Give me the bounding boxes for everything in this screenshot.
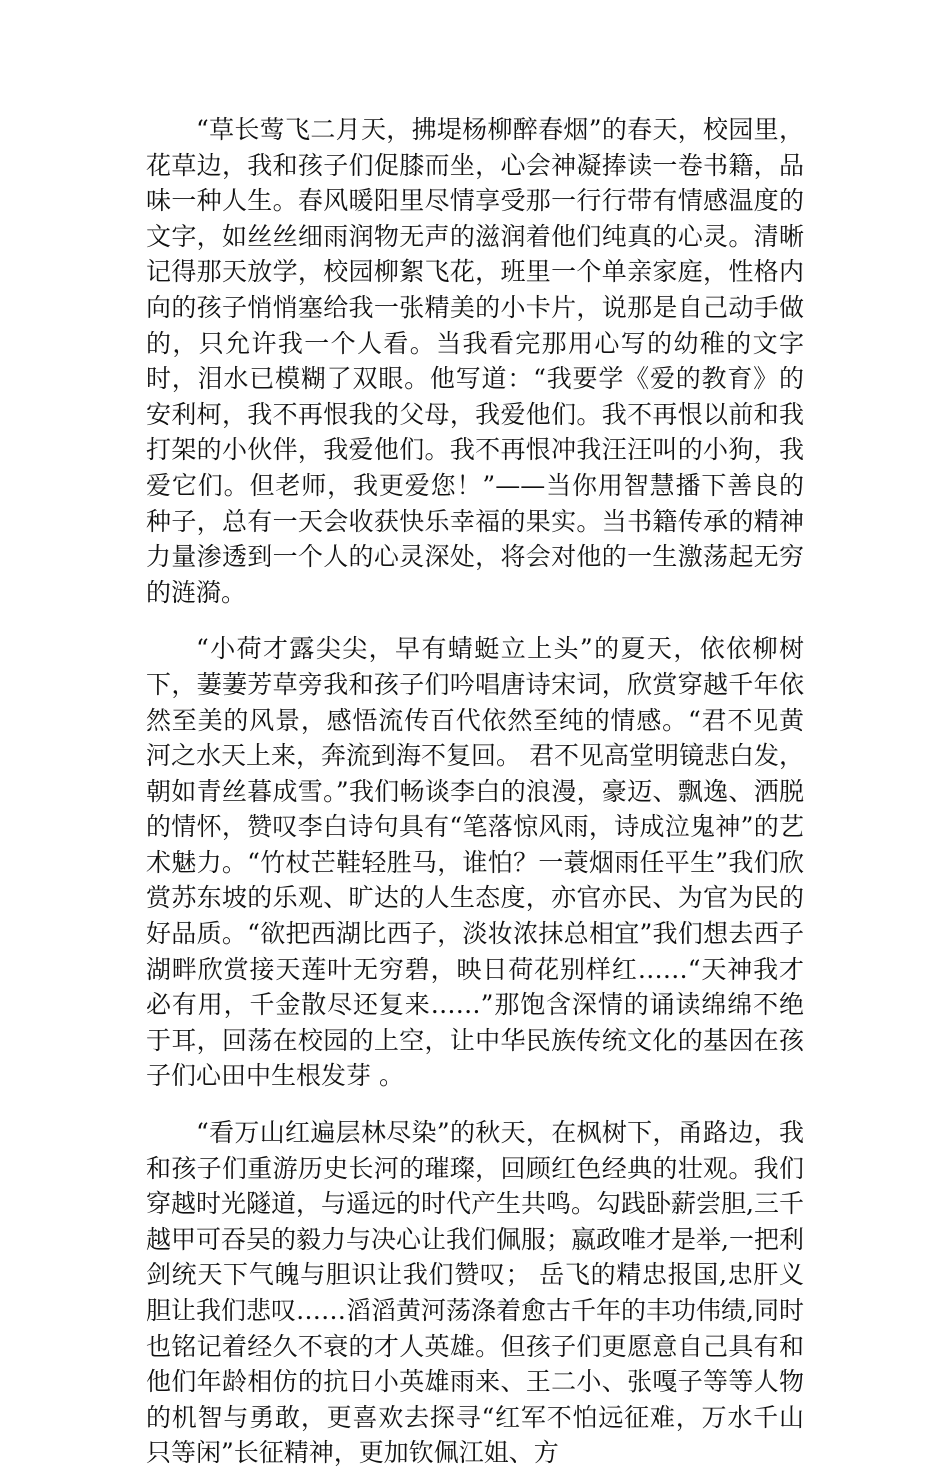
paragraph-spring: “草长莺飞二月天，拂堤杨柳醉春烟”的春天，校园里，花草边，我和孩子们促膝而坐，心会神凝捧读一卷书籍，品味一种人生。春风暖阳里尽情享受那一行行带有情感温度的文字，如丝丝细雨润物无声的滋润着他们纯真的心灵。清晰记得那天放学，校园柳絮飞花，班里一个单亲家庭，性格内向的孩子悄悄塞给我一张精美的小卡片，说那是自己动手做的，只允许我一个人看。当我看完那用心写的幼稚的文字时，泪水已模糊了双眼。他写道：“我要学《爱的教育》的安利柯，我不再恨我的父母，我爱他们。我不再恨以前和我打架的小伙伴，我爱他们。我不再恨冲我汪汪叫的小狗，我爱它们。但老师，我更爱您！”——当你用智慧播下善良的种子，总有一天会收获快乐幸福的果实。当书籍传承的精神力量渗透到一个人的心灵深处，将会对他的一生激荡起无穷的涟漪。: [146, 115, 804, 607]
paragraph-summer: “小荷才露尖尖，早有蜻蜓立上头”的夏天，依依柳树下，萋萋芳草旁我和孩子们吟唱唐诗宋词，欣赏穿越千年依然至美的风景，感悟流传百代依然至纯的情感。“君不见黄河之水天上来，奔流到海不复回。 君不见高堂明镜悲白发，朝如青丝暮成雪。”我们畅谈李白的浪漫，豪迈、飘逸、洒脱的情怀，赞叹李白诗句具有“笔落惊风雨，诗成泣鬼神”的艺术魅力。“竹杖芒鞋轻胜马，谁怕？一蓑烟雨任平生”我们欣赏苏东坡的乐观、旷达的人生态度，亦官亦民、为官为民的好品质。“欲把西湖比西子，淡妆浓抹总相宜”我们想去西子湖畔欣赏接天莲叶无穷碧，映日荷花别样红……“天神我才必有用，千金散尽还复来……”那饱含深情的诵读绵绵不绝于耳，回荡在校园的上空，让中华民族传统文化的基因在孩子们心田中生根发芽 。: [146, 634, 804, 1091]
document-body: [146, 112, 804, 1471]
paragraph-autumn: “看万山红遍层林尽染”的秋天，在枫树下，甬路边，我和孩子们重游历史长河的璀璨，回顾红色经典的壮观。我们穿越时光隧道，与遥远的时代产生共鸣。勾践卧薪尝胆,三千越甲可吞吴的毅力与决心让我们佩服；嬴政唯才是举,一把利剑统天下气魄与胆识让我们赞叹； 岳飞的精忠报国,忠肝义胆让我们悲叹……滔滔黄河荡涤着愈古千年的丰功伟绩,同时也铭记着经久不衰的才人英雄。但孩子们更愿意自己具有和他们年龄相仿的抗日小英雄雨来、王二小、张嘎子等等人物的机智与勇敢，更喜欢去探寻“红军不怕远征难，万水千山只等闲”长征精神，更加钦佩江姐、方: [146, 1118, 804, 1468]
